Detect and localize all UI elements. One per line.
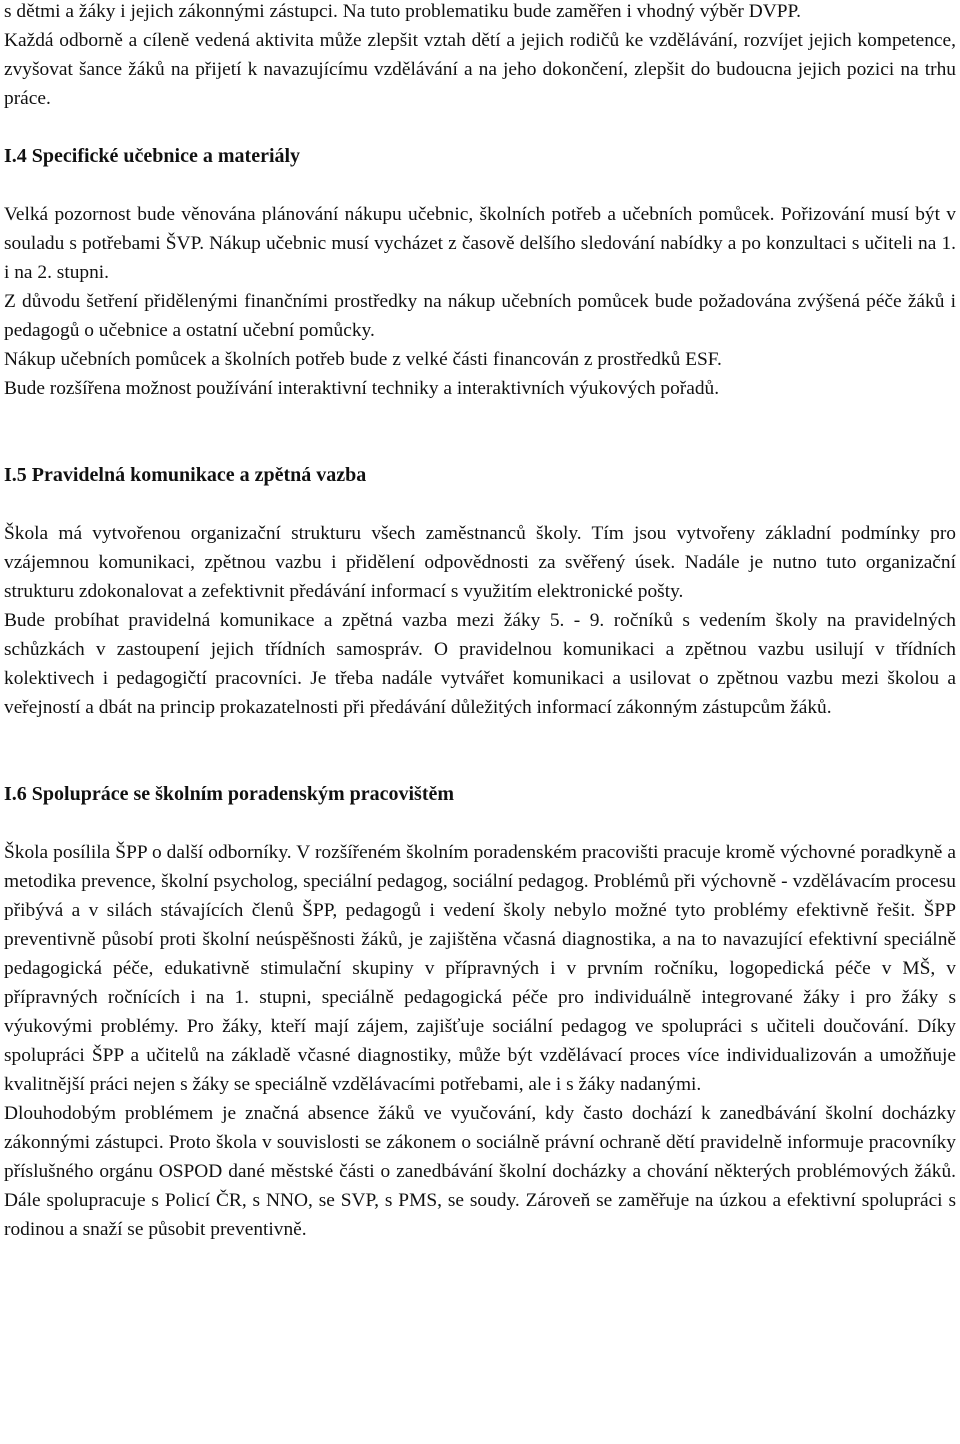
section-6-paragraph-1: Škola posílila ŠPP o další odborníky. V rozšířeném školním poradenském pracovišti pracuje kromě výchovné poradkyně a metodika prevence, školní psycholog, speciální pedagog, sociální pedagog. Problémů při výchovně - vzdělávacím procesu přibývá a v silách stávajících členů ŠPP, pedagogů i vedení školy nebylo možné tyto problémy efektivně řešit. ŠPP preventivně působí proti školní neúspěšnosti žáků, je zajištěna včasná diagnostika, a na to navazující efektivní speciálně pedagogická péče, edukativně stimulační skupiny v přípravných i v prvním ročníku, logopedická péče v MŠ, v přípravných ročnících i na 1. stupni, speciálně pedagogická péče pro individuálně integrované žáky i pro žáky s výukovými problémy. Pro žáky, kteří mají zájem, zajišťuje sociální pedagog ve spolupráci s učiteli doučování. Díky spolupráci ŠPP a učitelů na základě včasné diagnostiky, může být vzdělávací proces více individualizován a umožňuje kvalitnější práci nejen s žáky se speciálně vzdělávacími potřebami, ale i s žáky nadanými. — [4, 842, 956, 1095]
spacer — [4, 171, 956, 200]
section-5-paragraph-2: Bude probíhat pravidelná komunikace a zpětná vazba mezi žáky 5. - 9. ročníků s vedením školy na pravidelných schůzkách v zastoupení jejich třídních samospráv. O pravidelnou komunikaci a zpětnou vazbu usilují v třídních kolektivech i pedagogičtí pracovníci. Je třeba nadále vytvářet komunikaci a usilovat o zpětnou vazbu mezi školou a veřejností a dbát na princip prokazatelnosti při předávání důležitých informací zákonným zástupcům žáků. — [4, 610, 956, 718]
spacer — [4, 113, 956, 142]
section-4-paragraph-3: Nákup učebních pomůcek a školních potřeb bude z velké části financován z prostředků ESF. — [4, 349, 722, 370]
section-heading-4: I.4 Specifické učebnice a materiály — [4, 145, 301, 167]
intro-paragraph-1: s dětmi a žáky i jejich zákonnými zástupci. Na tuto problematiku bude zaměřen i vhodný výběr DVPP. — [4, 1, 801, 22]
section-4-paragraph-1: Velká pozornost bude věnována plánování nákupu učebnic, školních potřeb a učebních pomůcek. Pořizování musí být v souladu s potřebami ŠVP. Nákup učebnic musí vycházet z časově delšího sledování nabídky a po konzultaci s učiteli na 1. i na 2. stupni. — [4, 204, 956, 283]
spacer — [4, 403, 956, 461]
spacer — [4, 809, 956, 838]
section-5-paragraph-1: Škola má vytvořenou organizační strukturu všech zaměstnanců školy. Tím jsou vytvořeny základní podmínky pro vzájemnou komunikaci, zpětnou vazbu i přidělení odpovědnosti za svěřený úsek. Nadále je nutno tuto organizační strukturu zdokonalovat a zefektivnit předávání informací s využitím elektronické pošty. — [4, 523, 956, 602]
section-4-paragraph-2: Z důvodu šetření přidělenými finančními prostředky na nákup učebních pomůcek bude požadována zvýšená péče žáků i pedagogů o učebnice a ostatní učební pomůcky. — [4, 291, 956, 341]
section-4-paragraph-4: Bude rozšířena možnost používání interaktivní techniky a interaktivních výukových pořadů. — [4, 378, 720, 399]
section-heading-6: I.6 Spolupráce se školním poradenským pracovištěm — [4, 783, 455, 805]
document-page — [4, 0, 956, 1244]
section-heading-5: I.5 Pravidelná komunikace a zpětná vazba — [4, 464, 367, 486]
spacer — [4, 722, 956, 780]
intro-paragraph-2: Každá odborně a cíleně vedená aktivita může zlepšit vztah dětí a jejich rodičů ke vzdělávání, rozvíjet jejich kompetence, zvyšovat šance žáků na přijetí k navazujícímu vzdělávání a na jeho dokončení, zlepšit do budoucna jejich pozici na trhu práce. — [4, 30, 956, 109]
spacer — [4, 490, 956, 519]
section-6-paragraph-2: Dlouhodobým problémem je značná absence žáků ve vyučování, kdy často dochází k zanedbávání školní docházky zákonnými zástupci. Proto škola v souvislosti se zákonem o sociálně právní ochraně dětí pravidelně informuje pracovníky příslušného orgánu OSPOD dané městské části o zanedbávání školní docházky a chování některých problémových žáků. Dále spolupracuje s Policí ČR, s NNO, se SVP, s PMS, se soudy. Zároveň se zaměřuje na úzkou a efektivní spolupráci s rodinou a snaží se působit preventivně. — [4, 1103, 956, 1240]
